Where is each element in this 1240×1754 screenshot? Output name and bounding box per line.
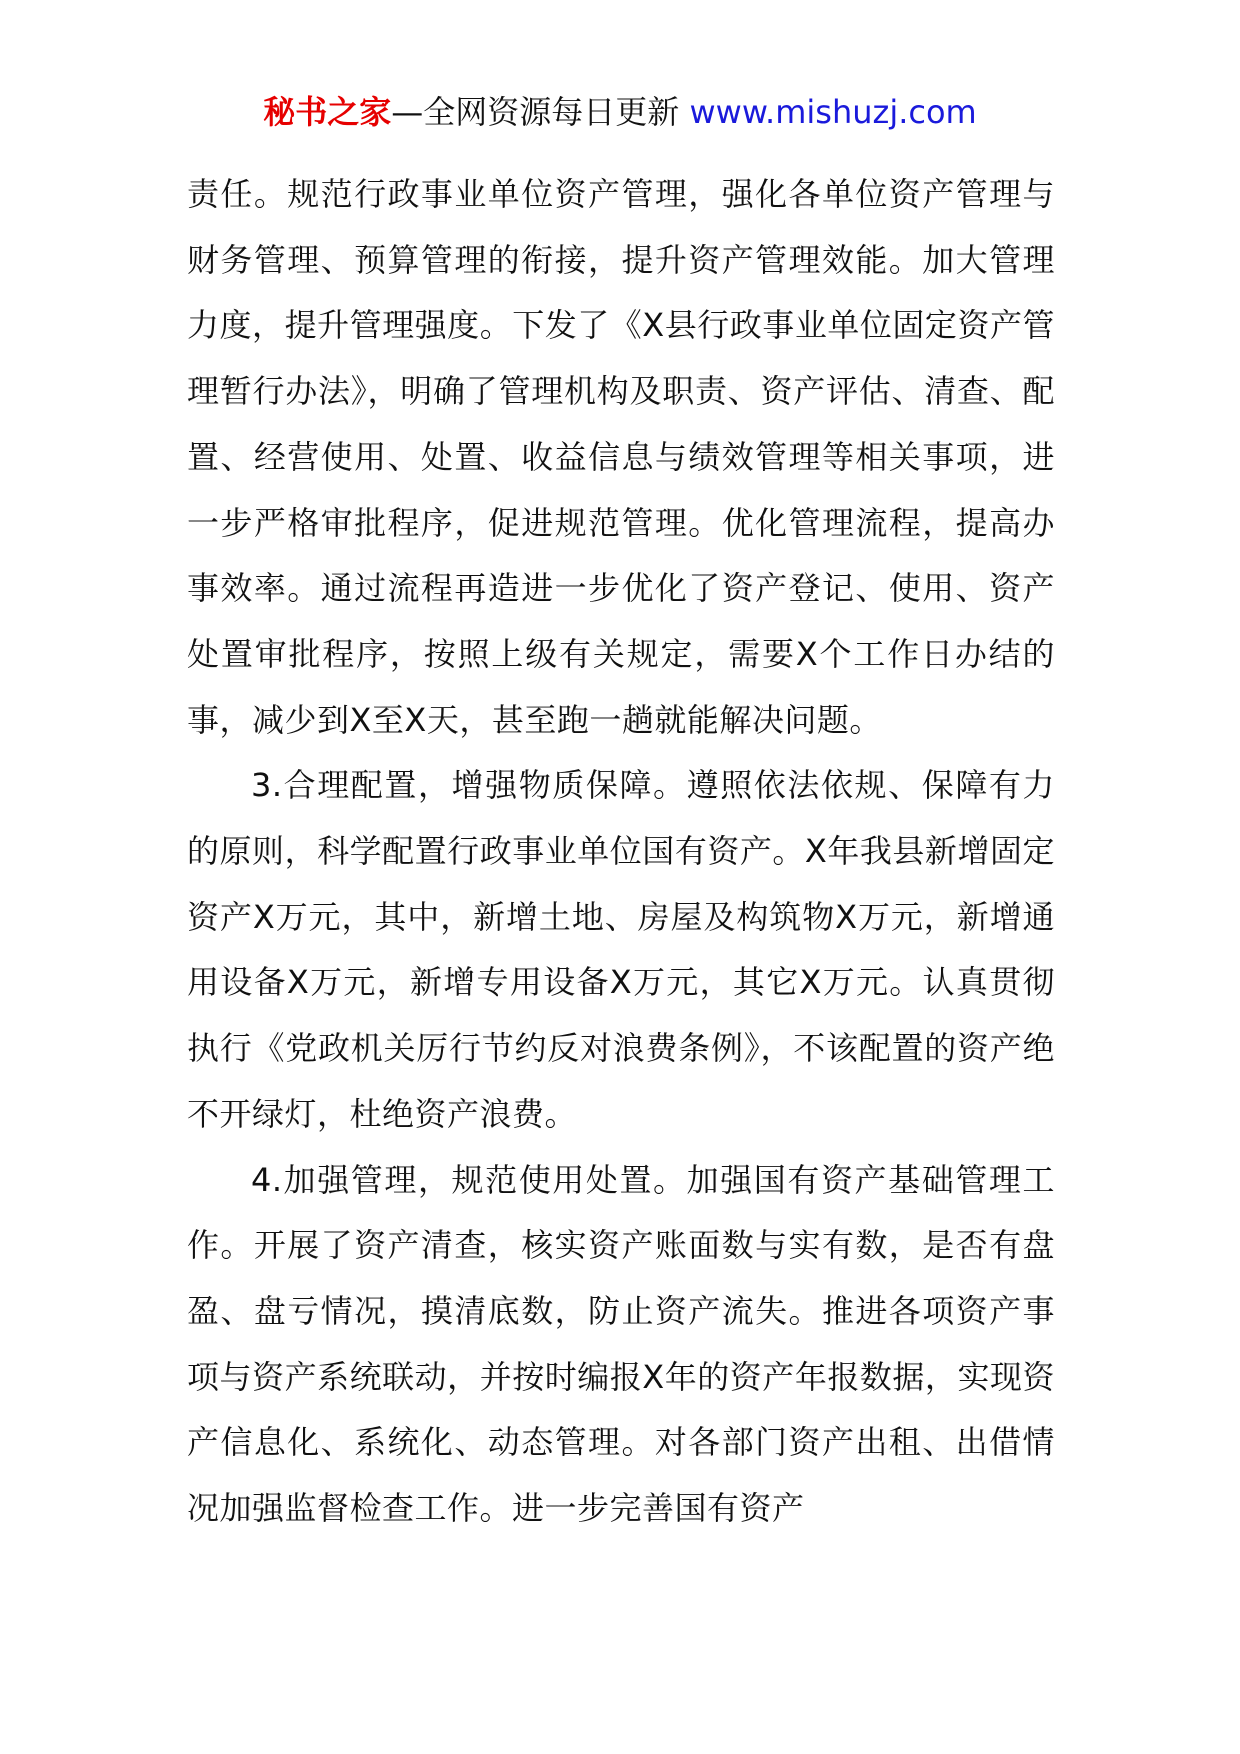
site-tagline: —全网资源每日更新 (391, 93, 680, 131)
paragraph: 责任。规范行政事业单位资产管理，强化各单位资产管理与财务管理、预算管理的衔接，提升资产管理效能。加大管理力度，提升管理强度。下发了《X县行政事业单位固定资产管理暂行办法》，明确了管理机构及职责、资产评估、清查、配置、经营使用、处置、收益信息与绩效管理等相关事项，进一步严格审批程序，促进规范管理。优化管理流程，提高办事效率。通过流程再造进一步优化了资产登记、使用、资产处置审批程序，按照上级有关规定，需要X个工作日办结的事，减少到X至X天，甚至跑一趟就能解决问题。 (187, 175, 1055, 739)
paragraph-section-4: 4.加强管理，规范使用处置。加强国有资产基础管理工作。开展了资产清查，核实资产账面数与实有数，是否有盘盈、盘亏情况，摸清底数，防止资产流失。推进各项资产事项与资产系统联动，并按时编报X年的资产年报数据，实现资产信息化、系统化、动态管理。对各部门资产出租、出借情况加强监督检查工作。进一步完善国有资产 (187, 1160, 1055, 1528)
document-header (0, 92, 1240, 132)
document-body (187, 162, 1055, 1542)
site-url-link[interactable]: www.mishuzj.com (689, 93, 977, 131)
paragraph-section-3: 3.合理配置，增强物质保障。遵照依法依规、保障有力的原则，科学配置行政事业单位国有资产。X年我县新增固定资产X万元，其中，新增土地、房屋及构筑物X万元，新增通用设备X万元，新增专用设备X万元，其它X万元。认真贯彻执行《党政机关厉行节约反对浪费条例》，不该配置的资产绝不开绿灯，杜绝资产浪费。 (187, 766, 1055, 1133)
site-brand: 秘书之家 (263, 93, 392, 131)
